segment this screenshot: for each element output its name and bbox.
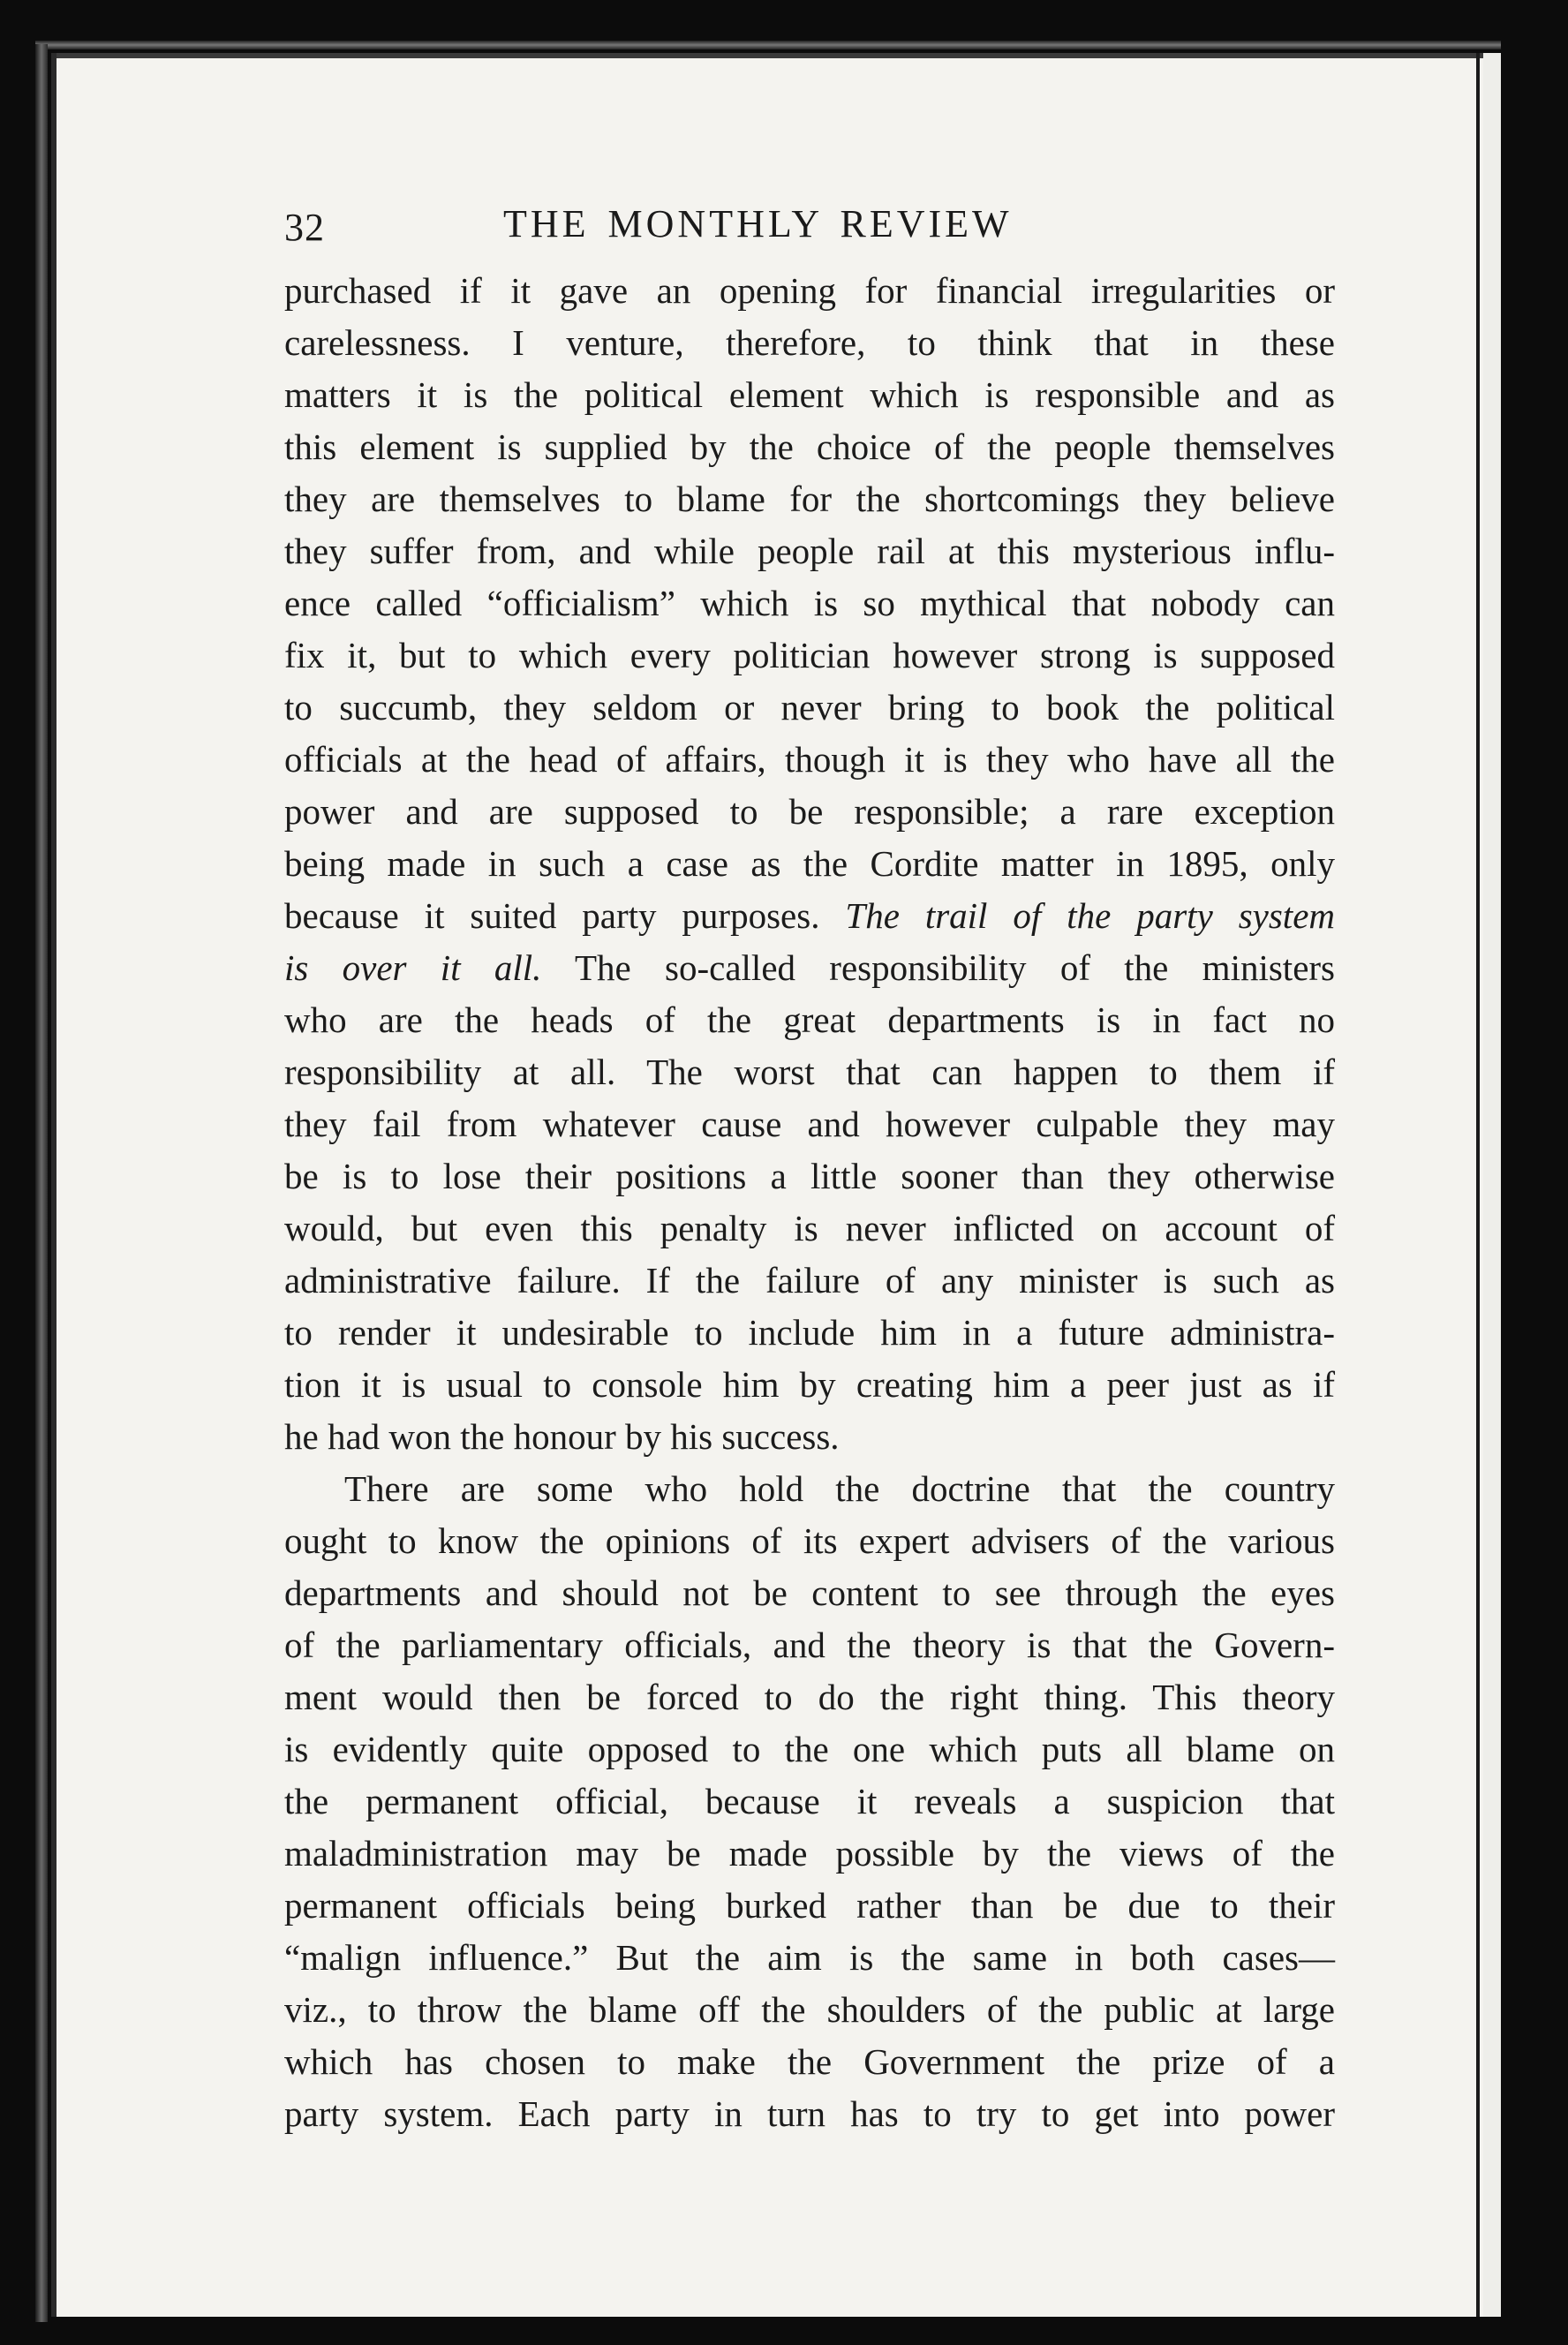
italic-segment: The trail of the party system [845, 895, 1336, 936]
text-line: to render it undesirable to include him in a future administra- [284, 1312, 1335, 1353]
text-line: carelessness. I venture, therefore, to think that in these [284, 322, 1335, 363]
italic-segment: is over it all. [284, 947, 542, 988]
text-line: ence called “officialism” which is so mythical that nobody can [284, 583, 1335, 623]
text-line: fix it, but to which every politician however strong is supposed [284, 635, 1335, 675]
text-line: the permanent official, because it reveals a suspicion that [284, 1781, 1335, 1821]
text-line: they fail from whatever cause and however culpable they may [284, 1104, 1335, 1144]
text-line: they suffer from, and while people rail at this mysterious influ- [284, 531, 1335, 571]
text-line: departments and should not be content to see through the eyes [284, 1572, 1335, 1613]
text-line: they are themselves to blame for the shortcomings they believe [284, 479, 1335, 519]
text-line: administrative failure. If the failure of any minister is such as [284, 1260, 1335, 1301]
text-line: ment would then be forced to do the right thing. This theory [284, 1677, 1335, 1717]
text-line: tion it is usual to console him by creating him a peer just as if [284, 1364, 1335, 1405]
running-title: THE MONTHLY REVIEW [503, 202, 1013, 245]
text-line-mixed [284, 942, 1335, 994]
body-text [284, 265, 1335, 2140]
running-header [284, 196, 1361, 258]
text-line: party system. Each party in turn has to try to get into power [284, 2093, 1335, 2134]
text-line: is evidently quite opposed to the one which puts all blame on [284, 1729, 1335, 1769]
text-line: this element is supplied by the choice of the people themselves [284, 426, 1335, 467]
text-line: would, but even this penalty is never inflicted on account of [284, 1208, 1335, 1248]
text-segment: The so-called responsibility of the ministers [574, 947, 1335, 988]
text-line: he had won the honour by his success. [284, 1416, 840, 1457]
text-line: being made in such a case as the Cordite matter in 1895, only [284, 843, 1335, 884]
spine-line [1476, 53, 1480, 2317]
text-line: which has chosen to make the Government the prize of a [284, 2041, 1335, 2082]
binding-margin [1483, 53, 1501, 2317]
text-line: of the parliamentary officials, and the theory is that the Govern- [284, 1625, 1335, 1665]
page-edge-left [35, 44, 48, 2322]
text-line: ought to know the opinions of its expert advisers of the various [284, 1520, 1335, 1561]
text-segment: because it suited party purposes. [284, 895, 820, 936]
text-line: officials at the head of affairs, though it is they who have all the [284, 739, 1335, 780]
text-line: who are the heads of the great departments is in fact no [284, 999, 1335, 1040]
page-number: 32 [284, 206, 325, 249]
text-line: permanent officials being burked rather than be due to their [284, 1885, 1335, 1926]
text-line-mixed [284, 890, 1335, 942]
text-line: viz., to throw the blame off the shoulders of the public at large [284, 1989, 1335, 2030]
text-line: responsibility at all. The worst that can happen to them if [284, 1052, 1335, 1092]
text-line: to succumb, they seldom or never bring to book the political [284, 687, 1335, 728]
text-line: power and are supposed to be responsible; a rare exception [284, 791, 1335, 832]
text-line: “malign influence.” But the aim is the same in both cases— [284, 1937, 1335, 1978]
text-line: be is to lose their positions a little sooner than they otherwise [284, 1156, 1335, 1196]
text-line: purchased if it gave an opening for financial irregularities or [284, 270, 1335, 311]
page-edge-top [35, 41, 1501, 49]
text-line: matters it is the political element which is responsible and as [284, 374, 1335, 415]
text-line: maladministration may be made possible by the views of the [284, 1833, 1335, 1874]
text-line: There are some who hold the doctrine that the country [344, 1468, 1335, 1509]
